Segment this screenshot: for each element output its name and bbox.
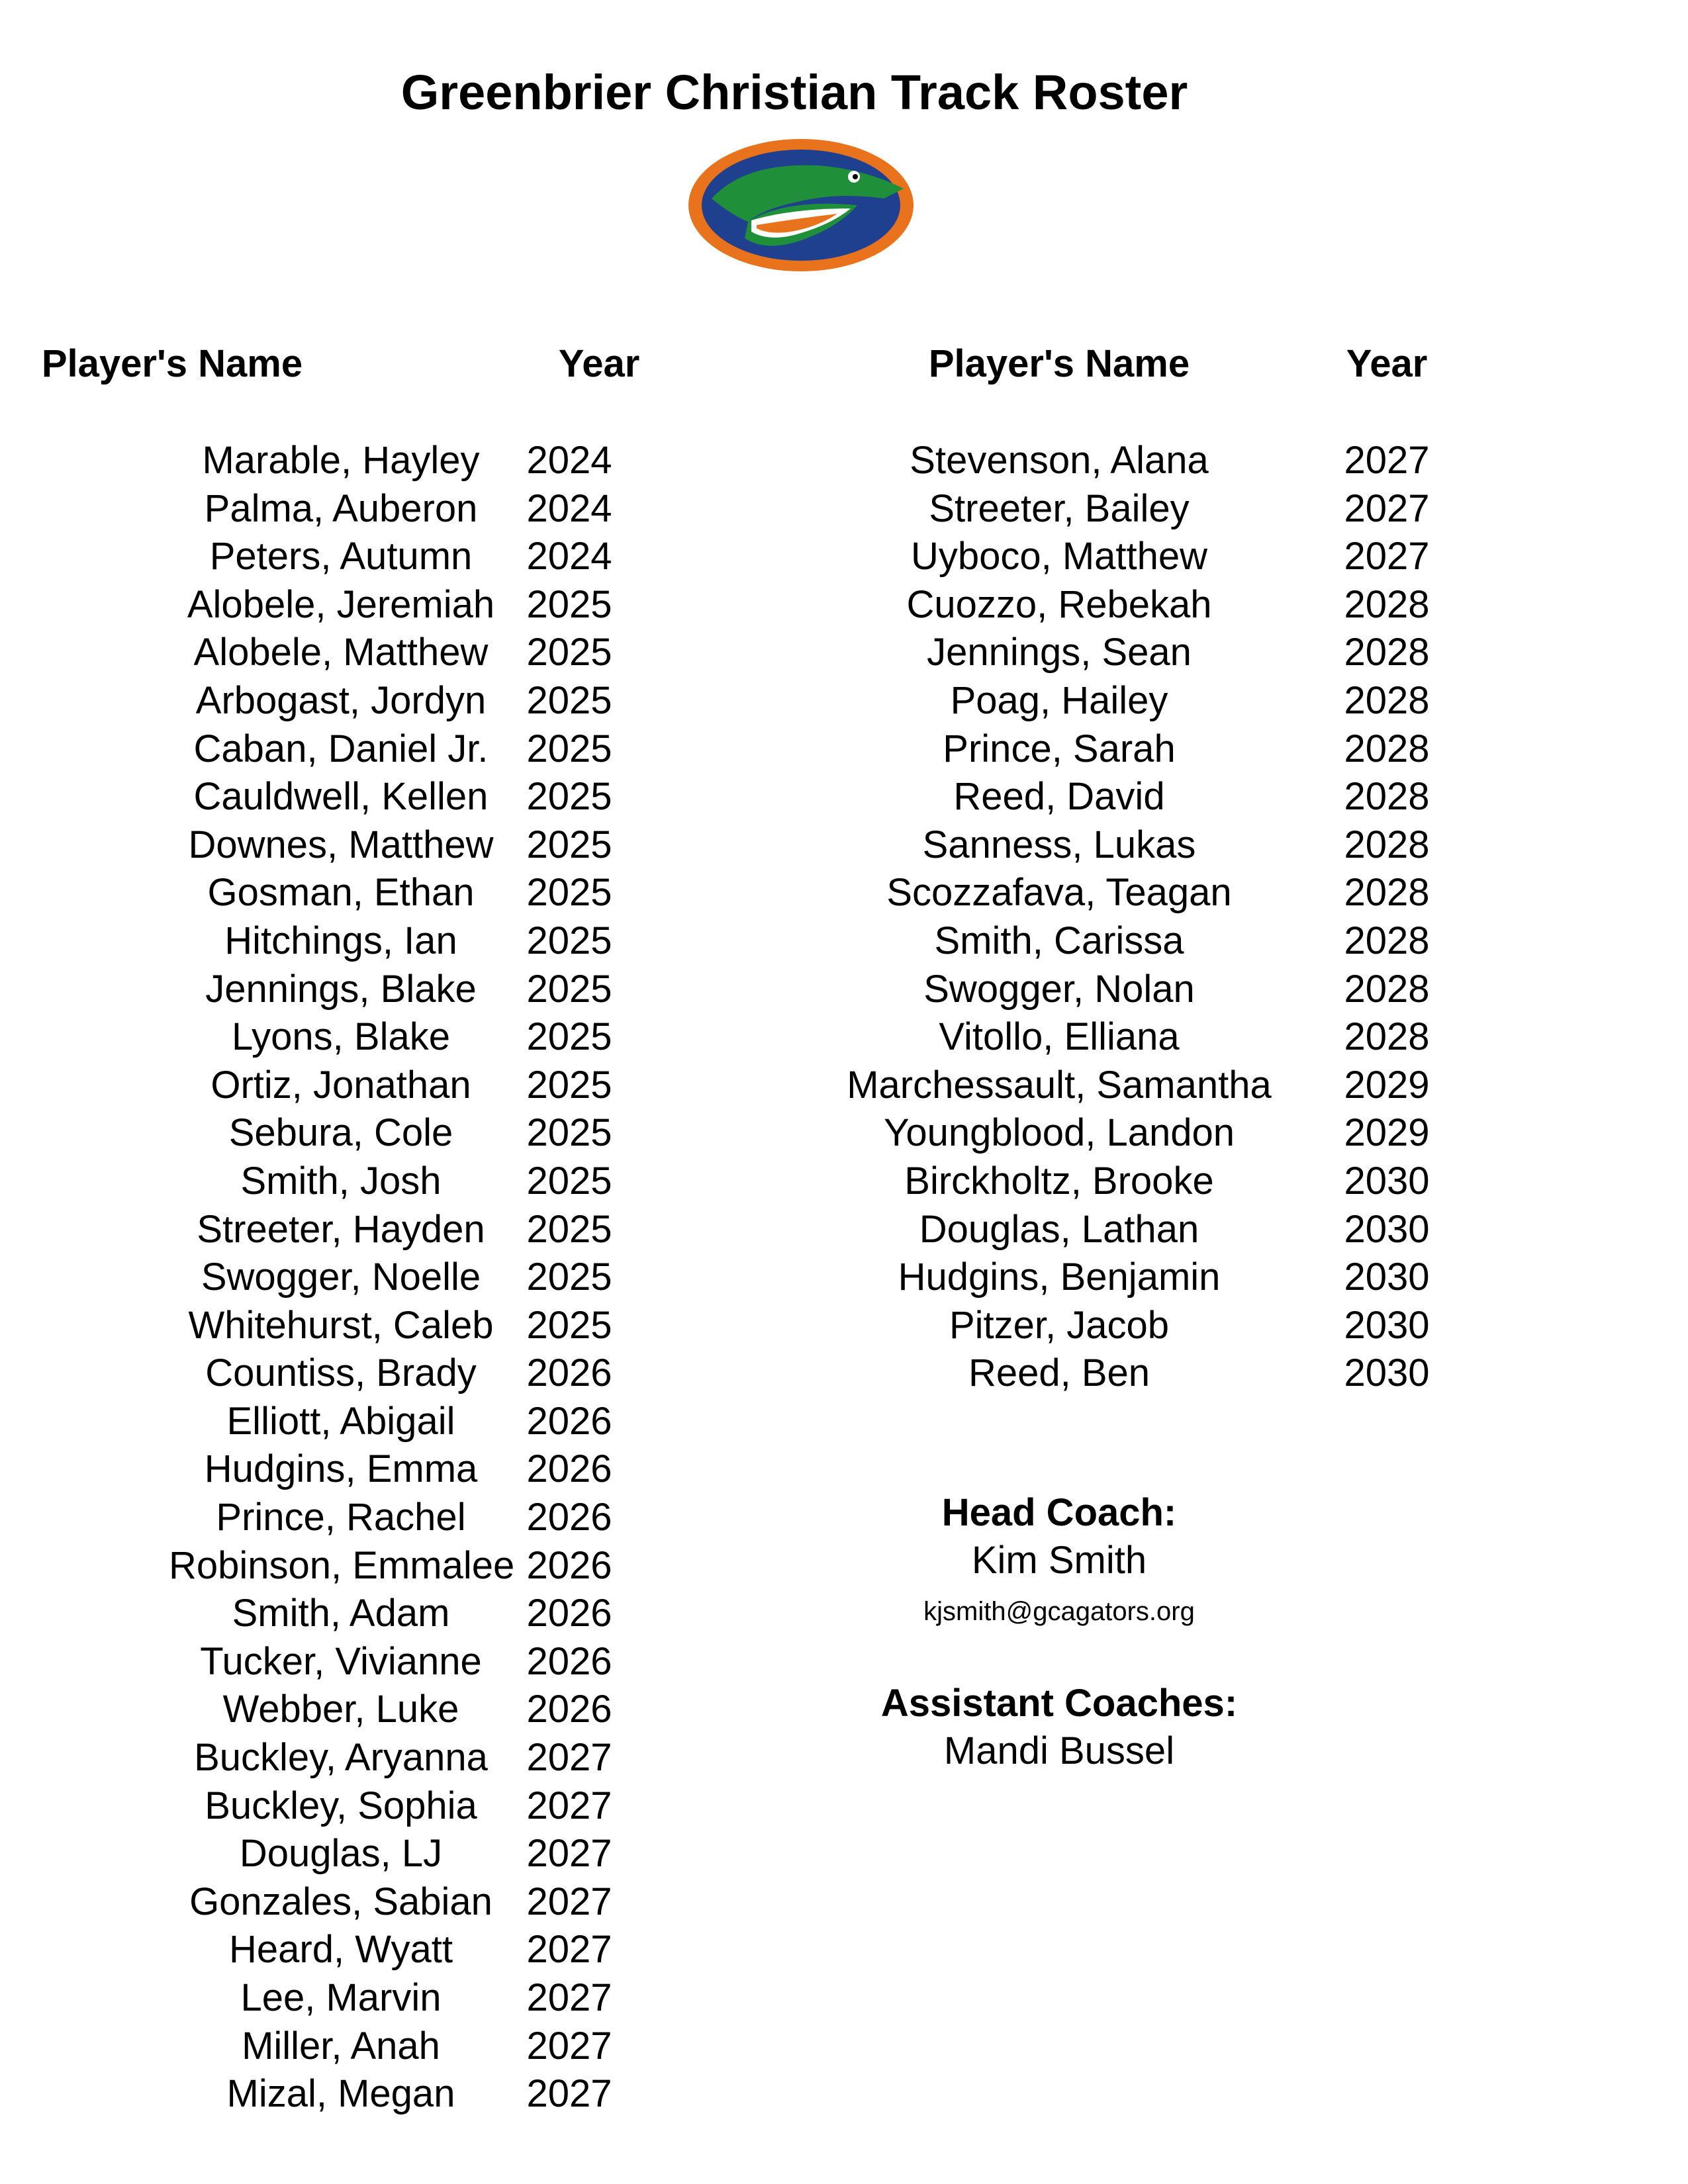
player-name: Jennings, Blake [205, 967, 477, 1011]
player-year: 2024 [526, 486, 612, 530]
player-name: Stevenson, Alana [910, 439, 1209, 482]
player-name: Douglas, Lathan [919, 1207, 1199, 1251]
player-name: Marable, Hayley [202, 439, 480, 482]
player-name: Buckley, Aryanna [194, 1736, 488, 1780]
player-name: Sanness, Lukas [922, 823, 1196, 866]
player-year: 2027 [526, 1832, 612, 1876]
player-year: 2027 [526, 2072, 612, 2116]
player-year: 2025 [526, 823, 612, 866]
player-name: Downes, Matthew [188, 823, 494, 866]
player-year: 2027 [1344, 535, 1430, 578]
player-year: 2025 [526, 967, 612, 1011]
player-year: 2026 [526, 1496, 612, 1539]
player-name: Scozzafava, Teagan [886, 871, 1232, 915]
assistant-coaches-label: Assistant Coaches: [880, 1682, 1238, 1725]
player-name: Countiss, Brady [205, 1351, 477, 1395]
player-name: Youngblood, Landon [883, 1111, 1235, 1155]
player-year: 2025 [526, 1111, 612, 1155]
player-year: 2025 [526, 919, 612, 962]
player-year: 2030 [1344, 1303, 1430, 1347]
player-name: Streeter, Hayden [197, 1207, 485, 1251]
left-year-header: Year [558, 342, 640, 385]
player-name: Hudgins, Benjamin [898, 1255, 1221, 1299]
player-name: Elliott, Abigail [226, 1399, 455, 1443]
player-year: 2026 [526, 1592, 612, 1635]
player-year: 2025 [526, 631, 612, 674]
player-name: Palma, Auberon [204, 486, 478, 530]
player-year: 2028 [1344, 919, 1430, 962]
player-year: 2028 [1344, 582, 1430, 626]
player-name: Prince, Sarah [943, 727, 1176, 770]
player-year: 2027 [526, 1736, 612, 1780]
player-year: 2029 [1344, 1111, 1430, 1155]
player-year: 2025 [526, 775, 612, 819]
head-coach-label: Head Coach: [941, 1491, 1177, 1534]
player-year: 2028 [1344, 775, 1430, 819]
player-name: Hitchings, Ian [224, 919, 457, 962]
player-name: Smith, Carissa [934, 919, 1184, 962]
player-year: 2030 [1344, 1255, 1430, 1299]
player-name: Caban, Daniel Jr. [193, 727, 489, 770]
player-name: Tucker, Vivianne [200, 1639, 482, 1683]
player-year: 2024 [526, 535, 612, 578]
player-year: 2027 [526, 1784, 612, 1827]
left-name-header: Player's Name [41, 342, 303, 385]
player-year: 2026 [526, 1688, 612, 1731]
player-name: Prince, Rachel [216, 1496, 466, 1539]
player-name: Arbogast, Jordyn [195, 678, 487, 722]
player-name: Vitollo, Elliana [939, 1015, 1180, 1059]
player-name: Mizal, Megan [226, 2072, 455, 2116]
player-year: 2025 [526, 678, 612, 722]
player-year: 2028 [1344, 678, 1430, 722]
player-year: 2027 [526, 1880, 612, 1923]
player-name: Poag, Hailey [950, 678, 1168, 722]
player-year: 2027 [526, 1928, 612, 1972]
player-year: 2025 [526, 1015, 612, 1059]
player-year: 2026 [526, 1351, 612, 1395]
player-year: 2028 [1344, 823, 1430, 866]
player-name: Uyboco, Matthew [910, 535, 1208, 578]
player-name: Sebura, Cole [228, 1111, 453, 1155]
player-year: 2025 [526, 1159, 612, 1203]
player-name: Buckley, Sophia [205, 1784, 477, 1827]
player-name: Lee, Marvin [240, 1976, 442, 2019]
player-year: 2029 [1344, 1063, 1430, 1107]
player-year: 2026 [526, 1399, 612, 1443]
player-year: 2027 [526, 2024, 612, 2068]
player-name: Smith, Josh [240, 1159, 442, 1203]
player-year: 2028 [1344, 1015, 1430, 1059]
player-year: 2025 [526, 1063, 612, 1107]
player-year: 2028 [1344, 967, 1430, 1011]
player-year: 2027 [1344, 439, 1430, 482]
player-year: 2030 [1344, 1351, 1430, 1395]
player-year: 2027 [1344, 486, 1430, 530]
player-year: 2028 [1344, 631, 1430, 674]
player-name: Marchessault, Samantha [847, 1063, 1272, 1107]
player-name: Webber, Luke [222, 1688, 459, 1731]
player-name: Gosman, Ethan [207, 871, 475, 915]
player-name: Lyons, Blake [232, 1015, 450, 1059]
player-year: 2025 [526, 1255, 612, 1299]
player-name: Hudgins, Emma [204, 1447, 478, 1491]
player-year: 2028 [1344, 727, 1430, 770]
player-name: Miller, Anah [242, 2024, 440, 2068]
player-year: 2026 [526, 1543, 612, 1587]
player-name: Gonzales, Sabian [189, 1880, 492, 1923]
player-year: 2025 [526, 871, 612, 915]
player-name: Whitehurst, Caleb [188, 1303, 494, 1347]
player-name: Heard, Wyatt [229, 1928, 453, 1972]
player-name: Swogger, Nolan [923, 967, 1195, 1011]
player-name: Cuozzo, Rebekah [906, 582, 1212, 626]
player-year: 2030 [1344, 1159, 1430, 1203]
player-year: 2026 [526, 1447, 612, 1491]
player-name: Jennings, Sean [927, 631, 1192, 674]
player-name: Pitzer, Jacob [949, 1303, 1170, 1347]
player-year: 2030 [1344, 1207, 1430, 1251]
player-name: Douglas, LJ [239, 1832, 443, 1876]
head-coach-name: Kim Smith [971, 1539, 1147, 1582]
assistant-coach-name: Mandi Bussel [943, 1729, 1175, 1772]
player-name: Cauldwell, Kellen [193, 775, 489, 819]
gator-head-logo-icon [685, 136, 917, 275]
player-year: 2026 [526, 1639, 612, 1683]
head-coach-email: kjsmith@gcagators.org [923, 1597, 1195, 1626]
right-name-header: Player's Name [928, 342, 1190, 385]
player-year: 2028 [1344, 871, 1430, 915]
player-name: Birckholtz, Brooke [904, 1159, 1214, 1203]
player-name: Peters, Autumn [209, 535, 473, 578]
player-name: Smith, Adam [232, 1592, 450, 1635]
player-name: Alobele, Matthew [193, 631, 489, 674]
page-title: Greenbrier Christian Track Roster [400, 65, 1188, 120]
player-name: Ortiz, Jonathan [211, 1063, 471, 1107]
player-year: 2025 [526, 1207, 612, 1251]
player-year: 2025 [526, 727, 612, 770]
player-name: Reed, Ben [968, 1351, 1150, 1395]
player-name: Reed, David [953, 775, 1165, 819]
player-name: Alobele, Jeremiah [187, 582, 495, 626]
player-year: 2025 [526, 582, 612, 626]
player-year: 2027 [526, 1976, 612, 2019]
right-year-header: Year [1346, 342, 1428, 385]
player-year: 2024 [526, 439, 612, 482]
player-year: 2025 [526, 1303, 612, 1347]
player-name: Swogger, Noelle [201, 1255, 481, 1299]
player-name: Robinson, Emmalee [169, 1543, 515, 1587]
player-name: Streeter, Bailey [929, 486, 1190, 530]
